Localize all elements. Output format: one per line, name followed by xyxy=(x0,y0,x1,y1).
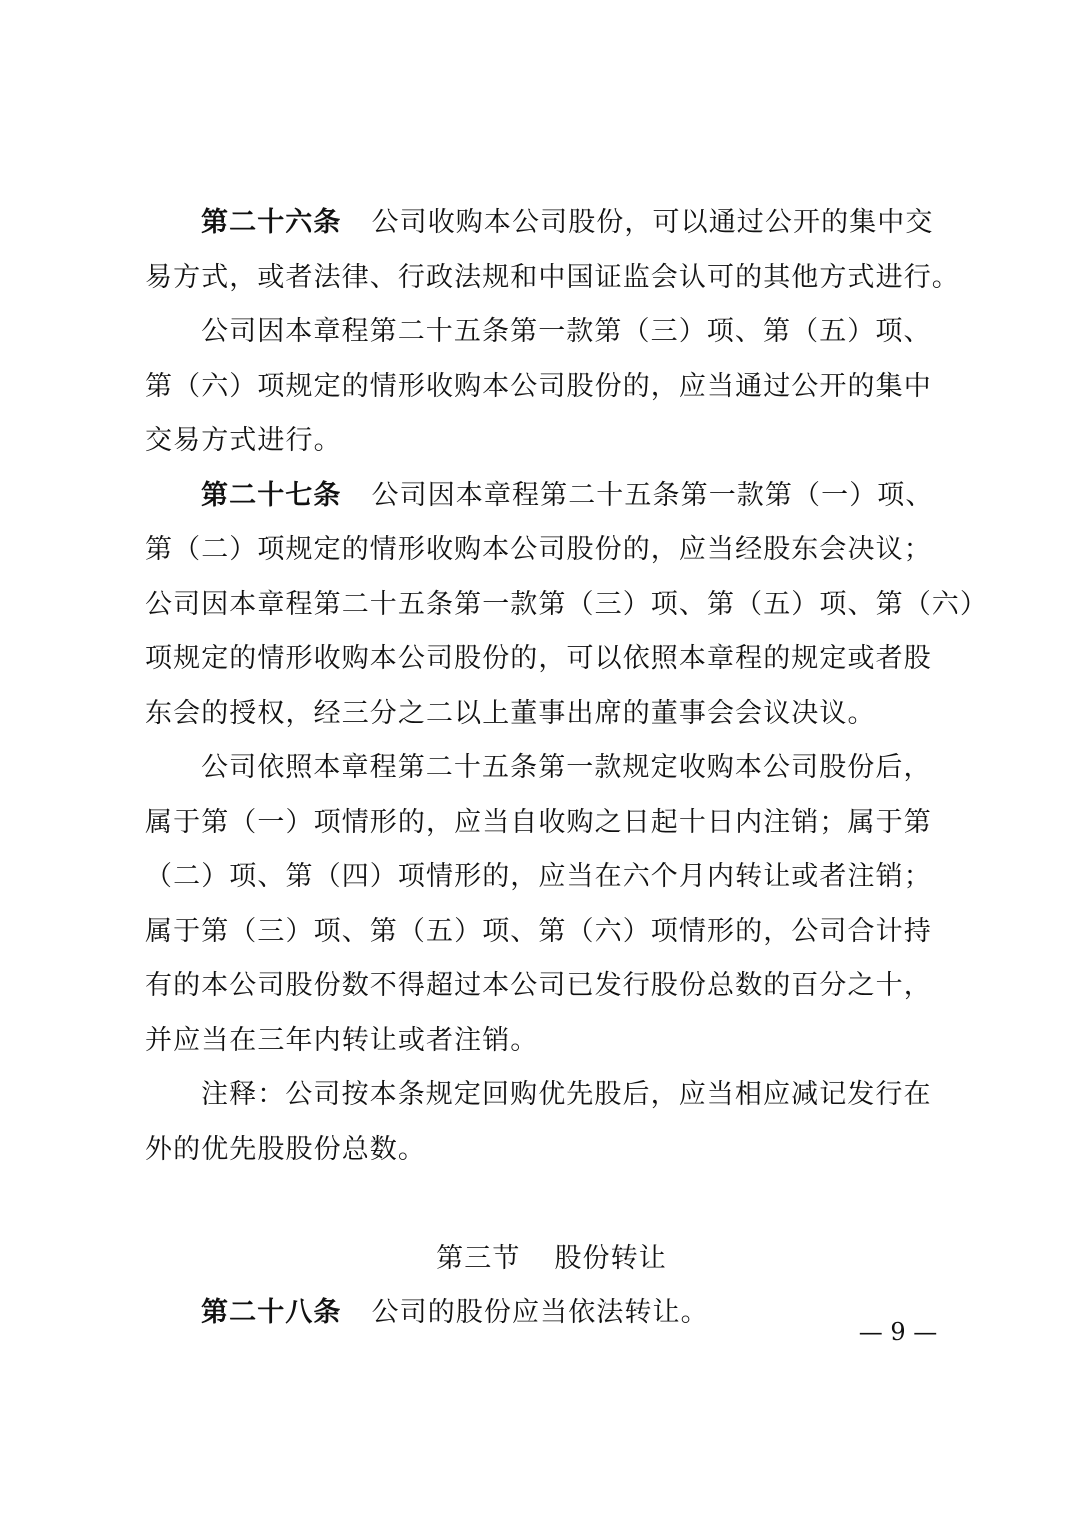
article-27-heading: 第二十七条 xyxy=(201,479,342,511)
article-27-line-2: 第（二）项规定的情形收购本公司股份的，应当经股东会决议； xyxy=(145,534,932,565)
page-number: — 9 — xyxy=(858,1318,938,1346)
article-28-text: 公司的股份应当依法转让。 xyxy=(371,1297,709,1328)
article-26-text: 公司收购本公司股份，可以通过公开的集中交 xyxy=(371,207,934,238)
article-28-heading: 第二十八条 xyxy=(201,1297,342,1328)
article-27-p2-line-6: 并应当在三年内转让或者注销。 xyxy=(145,1024,539,1056)
article-26-p2-line-3: 交易方式进行。 xyxy=(145,425,342,456)
article-27-line-4: 项规定的情形收购本公司股份的，可以依照本章程的规定或者股 xyxy=(145,643,932,674)
article-26-line-1 xyxy=(145,196,934,251)
article-26-p2-line-1: 公司因本章程第二十五条第一款第（三）项、第（五）项、 xyxy=(201,316,932,347)
article-27-note-line-1: 注释：公司按本条规定回购优先股后，应当相应减记发行在 xyxy=(201,1079,932,1110)
section-title xyxy=(145,1232,930,1287)
article-27-note-line-2: 外的优先股股份总数。 xyxy=(145,1133,426,1165)
article-26-heading: 第二十六条 xyxy=(201,207,342,238)
article-26-line-2: 易方式，或者法律、行政法规和中国证监会认可的其他方式进行。 xyxy=(145,261,960,293)
article-27-line-3: 公司因本章程第二十五条第一款第（三）项、第（五）项、第（六） xyxy=(145,588,988,620)
article-27-line-1 xyxy=(145,469,934,524)
article-27-p2-line-1: 公司依照本章程第二十五条第一款规定收购本公司股份后， xyxy=(201,752,932,783)
article-27-p2-line-3: （二）项、第（四）项情形的，应当在六个月内转让或者注销； xyxy=(145,861,932,892)
article-27-p2-line-4: 属于第（三）项、第（五）项、第（六）项情形的，公司合计持 xyxy=(145,915,932,947)
article-27-text: 公司因本章程第二十五条第一款第（一）项、 xyxy=(371,479,934,511)
article-28-line-1 xyxy=(145,1286,930,1341)
article-27-p2-line-5: 有的本公司股份数不得超过本公司已发行股份总数的百分之十， xyxy=(145,970,932,1001)
document-body xyxy=(145,196,988,1341)
article-27-line-5: 东会的授权，经三分之二以上董事出席的董事会会议决议。 xyxy=(145,697,876,729)
section-label: 第三节 xyxy=(436,1242,521,1274)
spacer xyxy=(145,1177,930,1232)
article-26-p2-line-2: 第（六）项规定的情形收购本公司股份的，应当通过公开的集中 xyxy=(145,370,932,402)
article-27-p2-line-2: 属于第（一）项情形的，应当自收购之日起十日内注销；属于第 xyxy=(145,806,932,838)
section-name: 股份转让 xyxy=(554,1242,667,1274)
